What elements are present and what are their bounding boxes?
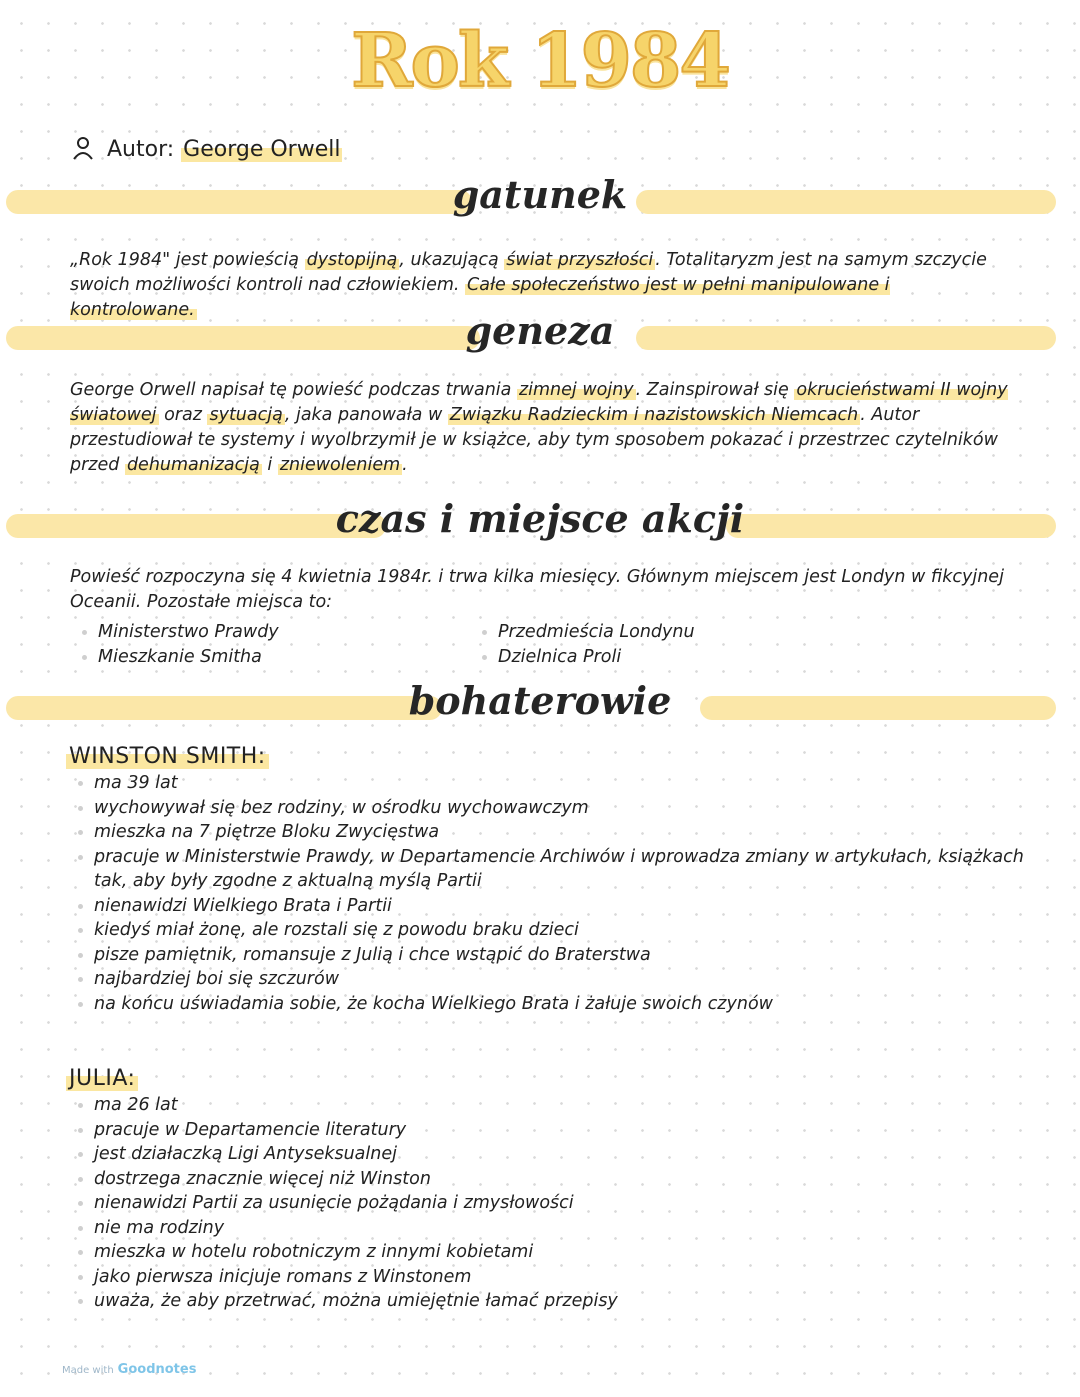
list-item: kiedyś miał żonę, ale rozstali się z powodu braku dzieci: [66, 918, 1026, 943]
list-item: Mieszkanie Smitha: [70, 645, 470, 670]
list-item: dostrzega znacznie więcej niż Winston: [66, 1167, 1026, 1192]
setting-paragraph: Powieść rozpoczyna się 4 kwietnia 1984r. i trwa kilka miesięcy. Głównym miejscem jest Londyn w fikcyjnej Oceanii. Pozostałe miejsca to:: [70, 567, 1004, 612]
section-heading: gatunek: [452, 172, 628, 217]
author-name: George Orwell: [183, 137, 341, 162]
origin-paragraph: George Orwell napisał tę powieść podczas trwania zimnej wojny . Zainspirował się okrucieństwami II wojny światowej oraz sytuacją , jaka panowała w Związku Radzieckim i nazistowskich Niemcach . Autor przestudiował te systemy i wyolbrzymił je w książce, aby tym sposobem pokazać i przestrzec czytelników przed dehumanizacją i zniewoleniem .: [70, 380, 1008, 475]
section-header-geneza: [0, 308, 1080, 358]
list-item: nienawidzi Partii za usunięcie pożądania i zmysłowości: [66, 1191, 1026, 1216]
list-item: pracuje w Departamencie literatury: [66, 1118, 1026, 1143]
page-title: Rok 1984: [351, 18, 729, 104]
list-item: jest działaczką Ligi Antyseksualnej: [66, 1142, 1026, 1167]
list-item: ma 26 lat: [66, 1093, 1026, 1118]
character-name: WINSTON SMITH:: [66, 744, 1026, 769]
genre-paragraph: „Rok 1984" jest powieścią dystopijną , ukazującą świat przyszłości . Totalitaryzm jest na samym szczycie swoich możliwości kontroli nad człowiekiem. Całe społeczeństwo jest w pełni manipulowane i kontrolowane.: [70, 250, 987, 320]
list-item: uważa, że aby przetrwać, można umiejętnie łamać przepisy: [66, 1289, 1026, 1314]
section-header-gatunek: [0, 172, 1080, 222]
character-julia: [66, 1066, 1026, 1314]
list-item: Przedmieścia Londynu: [470, 620, 870, 645]
section-header-czas: [0, 496, 1080, 546]
list-item: jako pierwsza inicjuje romans z Winstonem: [66, 1265, 1026, 1290]
list-item: mieszka na 7 piętrze Bloku Zwycięstwa: [66, 820, 1026, 845]
list-item: Ministerstwo Prawdy: [70, 620, 470, 645]
list-item: Dzielnica Proli: [470, 645, 870, 670]
list-item: nienawidzi Wielkiego Brata i Partii: [66, 894, 1026, 919]
list-item: najbardziej boi się szczurów: [66, 967, 1026, 992]
character-name: JULIA:: [66, 1066, 1026, 1091]
list-item: pisze pamiętnik, romansuje z Julią i chce wstąpić do Braterstwa: [66, 943, 1026, 968]
list-item: ma 39 lat: [66, 771, 1026, 796]
list-item: wychowywał się bez rodziny, w ośrodku wychowawczym: [66, 796, 1026, 821]
section-heading: geneza: [465, 308, 615, 353]
list-item: na końcu uświadamia sobie, że kocha Wielkiego Brata i żałuje swoich czynów: [66, 992, 1026, 1017]
character-winston: [66, 744, 1026, 1016]
list-item: pracuje w Ministerstwie Prawdy, w Departamencie Archiwów i wprowadza zmiany w artykułach, książkach tak, aby były zgodne z aktualną myślą Partii: [66, 845, 1026, 894]
footer-watermark: Made with Goodnotes: [62, 1362, 197, 1377]
section-heading: bohaterowie: [408, 678, 672, 723]
list-item: nie ma rodziny: [66, 1216, 1026, 1241]
section-header-bohaterowie: [0, 678, 1080, 728]
list-item: mieszka w hotelu robotniczym z innymi kobietami: [66, 1240, 1026, 1265]
person-icon: [72, 136, 94, 160]
author-line: [72, 136, 342, 162]
author-label: Autor:: [107, 137, 175, 162]
section-heading: czas i miejsce akcji: [335, 496, 745, 541]
